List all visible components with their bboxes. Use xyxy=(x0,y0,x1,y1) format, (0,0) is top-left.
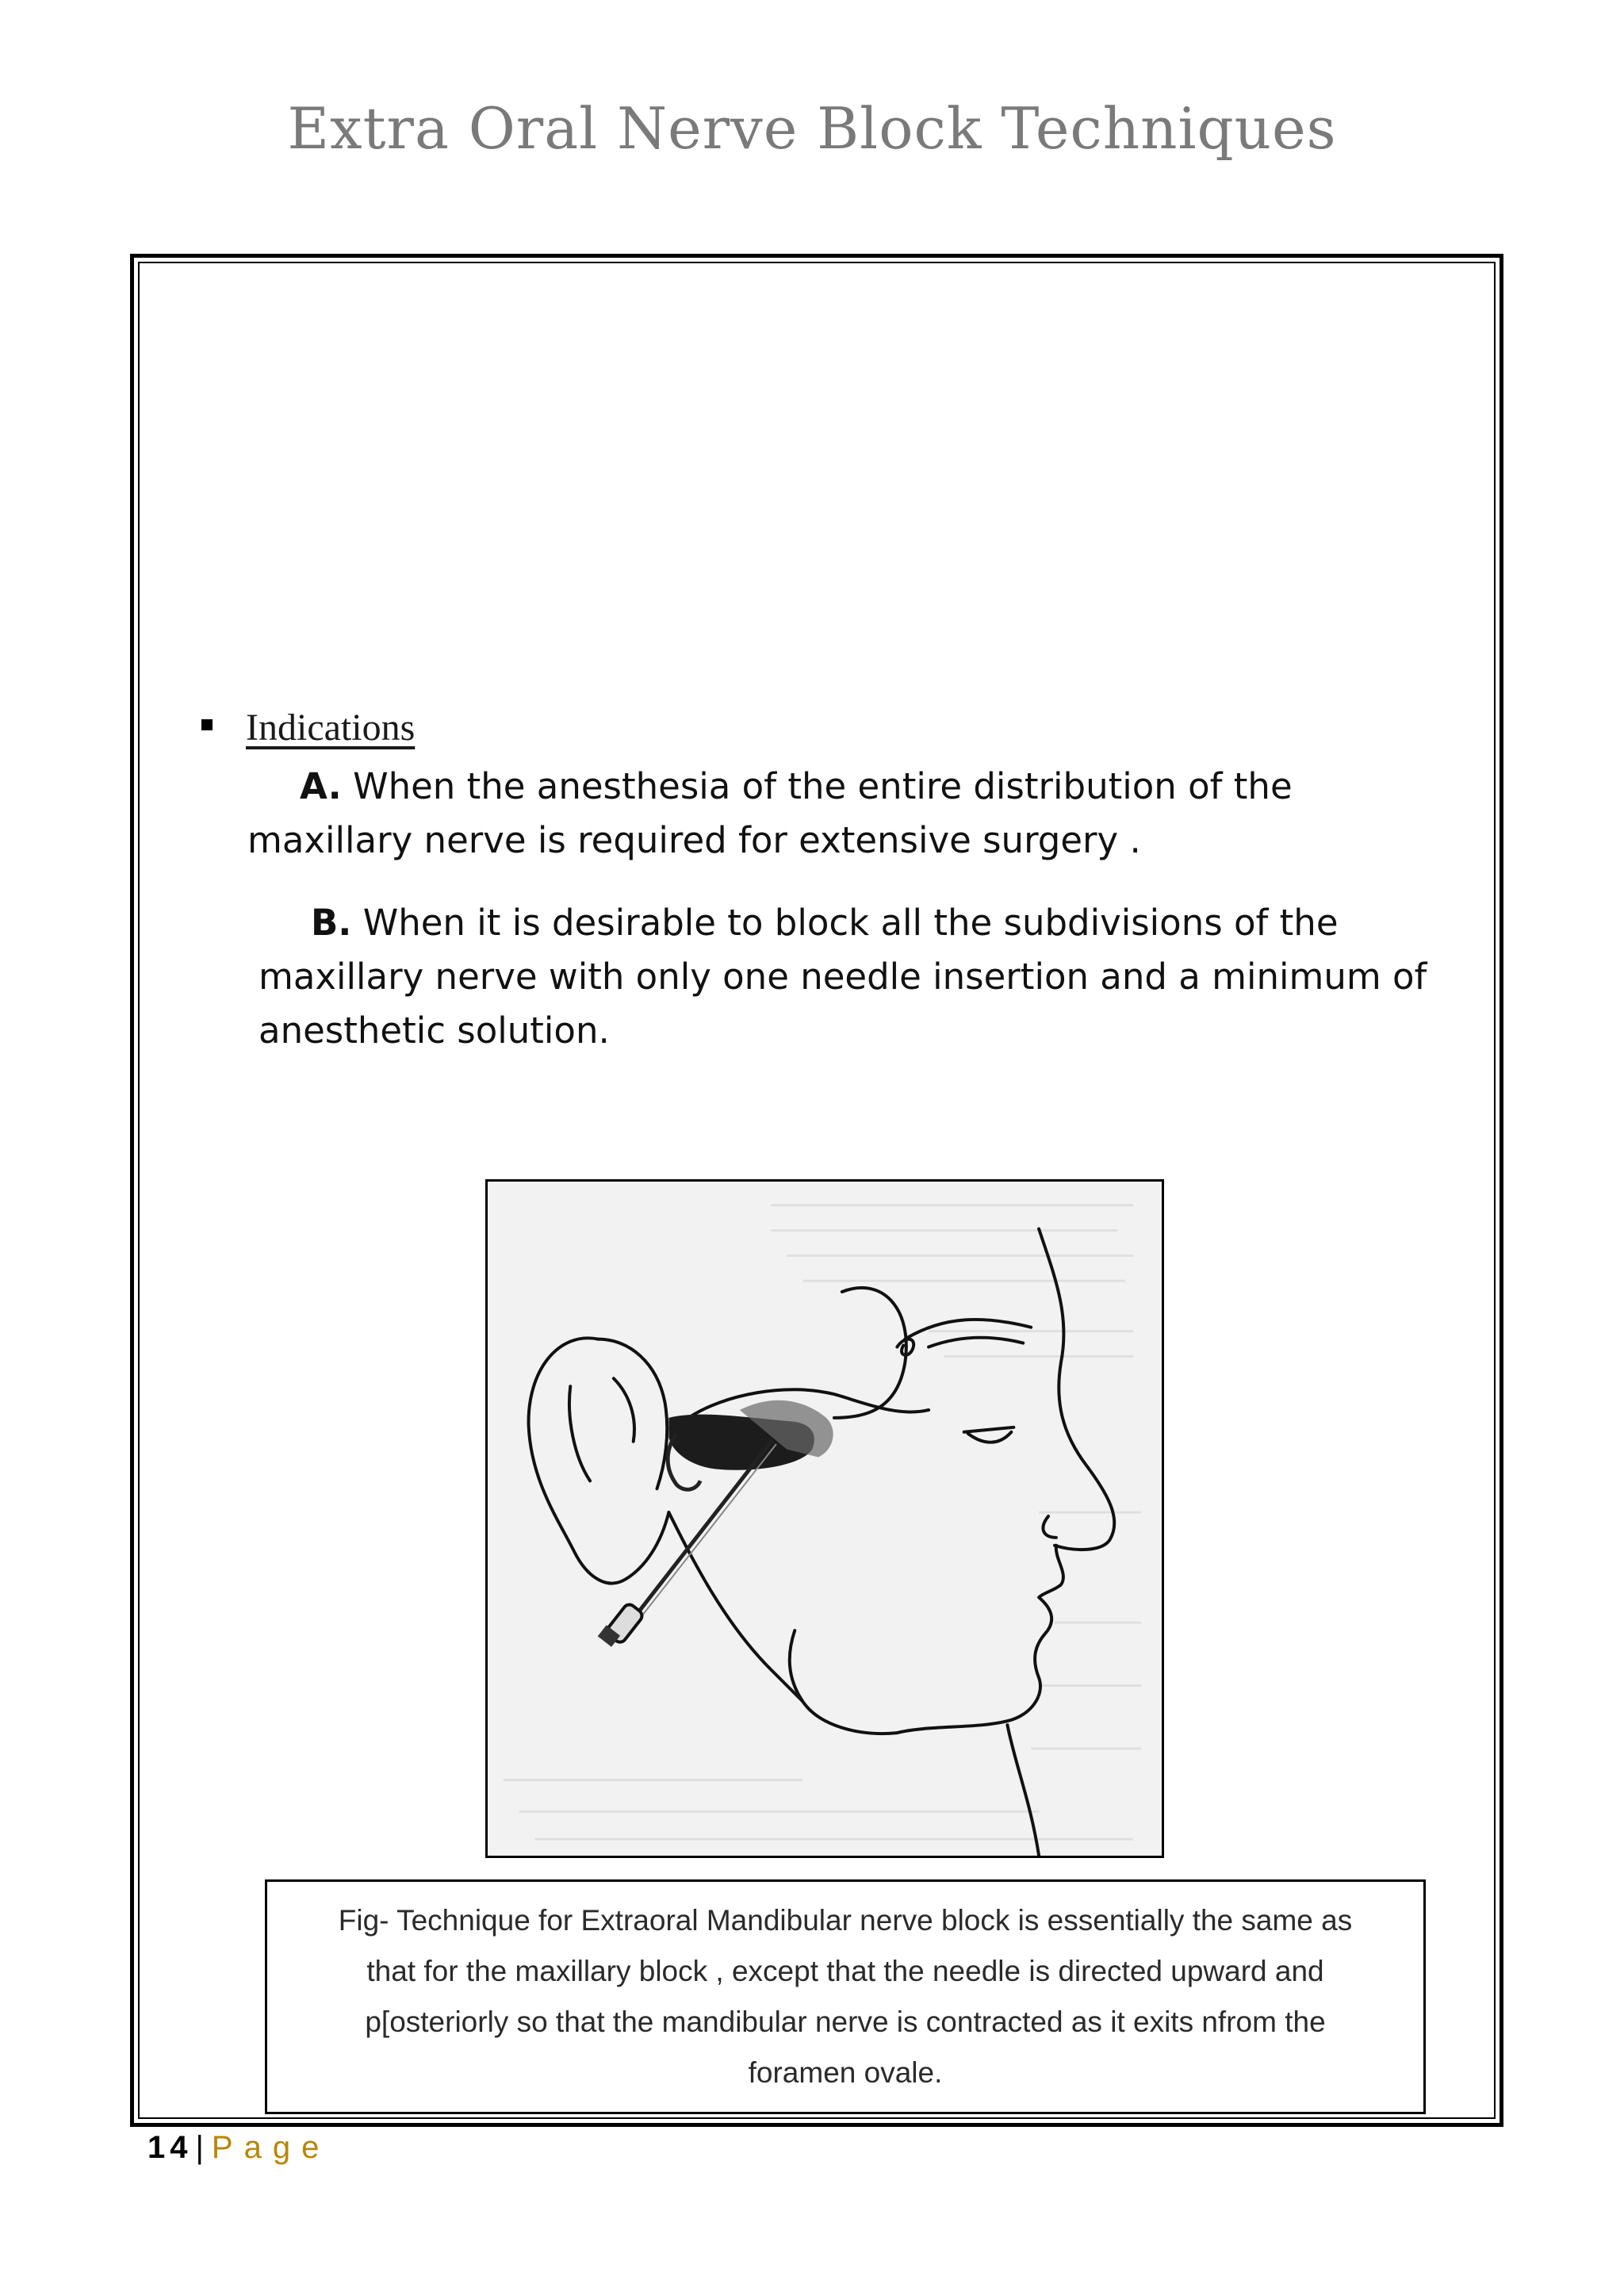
indications-title: Indications xyxy=(246,707,416,749)
figure-caption: Fig- Technique for Extraoral Mandibular nerve block is essentially the same as that for the maxillary block , except that the needle is directed upward and p[osteriorly so that the mandibular nerve is contracted as it exits nfrom the foramen ovale. xyxy=(338,1904,1353,2089)
figure-illustration xyxy=(485,1179,1164,1858)
figure-caption-box xyxy=(265,1879,1426,2114)
page-label: Page xyxy=(211,2130,331,2165)
head-profile-needle-illustration xyxy=(488,1182,1162,1856)
square-bullet-icon xyxy=(201,719,213,730)
indications-heading xyxy=(201,706,415,749)
indication-letter: A. xyxy=(300,765,342,807)
footer-separator: | xyxy=(195,2130,204,2165)
indication-item-a xyxy=(247,760,1421,868)
page-title: Extra Oral Nerve Block Techniques xyxy=(287,95,1337,162)
indication-letter: B. xyxy=(311,902,352,944)
page-footer xyxy=(147,2130,330,2166)
page-number: 14 xyxy=(147,2130,193,2165)
indication-text: When it is desirable to block all the subdivisions of the maxillary nerve with only one needle insertion and a minimum of anesthetic solution. xyxy=(259,902,1427,1052)
indication-text: When the anesthesia of the entire distribution of the maxillary nerve is required for extensive surgery . xyxy=(247,765,1293,861)
indication-item-b xyxy=(259,896,1432,1058)
